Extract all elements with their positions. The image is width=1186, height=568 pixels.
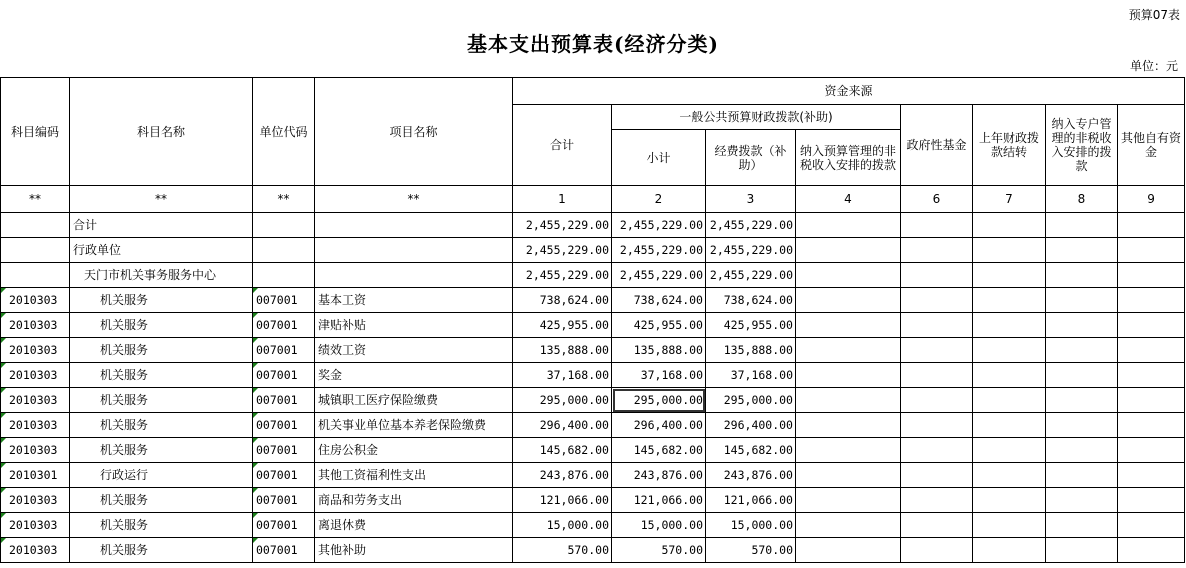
prior-year-cell[interactable]	[973, 438, 1046, 463]
table-row	[1, 213, 1185, 238]
unit-code-cell[interactable]: 007001	[253, 413, 315, 438]
table-row	[1, 338, 1185, 363]
unit-code-cell[interactable]: 007001	[253, 388, 315, 413]
total-cell[interactable]: 37,168.00	[513, 363, 612, 388]
total-cell[interactable]: 145,682.00	[513, 438, 612, 463]
gov-fund-cell[interactable]	[901, 313, 973, 338]
project-name-cell[interactable]: 机关事业单位基本养老保险缴费	[315, 413, 513, 438]
unit-code-cell[interactable]: 007001	[253, 363, 315, 388]
table-row	[1, 238, 1185, 263]
funding-cell[interactable]: 296,400.00	[706, 413, 796, 438]
gov-fund-cell[interactable]	[901, 338, 973, 363]
total-cell[interactable]: 295,000.00	[513, 388, 612, 413]
gov-fund-cell[interactable]	[901, 488, 973, 513]
total-cell[interactable]: 15,000.00	[513, 513, 612, 538]
funding-cell[interactable]: 425,955.00	[706, 313, 796, 338]
subtotal-cell[interactable]: 738,624.00	[612, 288, 706, 313]
subject-code-cell[interactable]: 2010303	[1, 338, 70, 363]
project-name-cell[interactable]: 商品和劳务支出	[315, 488, 513, 513]
column-number-cell[interactable]: **	[1, 186, 70, 213]
subject-code-cell[interactable]: 2010303	[1, 288, 70, 313]
prior-year-cell[interactable]	[973, 413, 1046, 438]
subject-name-cell[interactable]: 机关服务	[70, 288, 253, 313]
nontax-budget-cell[interactable]	[796, 313, 901, 338]
header-general-budget[interactable]: 一般公共预算财政拨款(补助)	[612, 105, 901, 130]
subject-name-cell[interactable]: 机关服务	[70, 513, 253, 538]
gov-fund-cell[interactable]	[901, 263, 973, 288]
funding-cell[interactable]: 2,455,229.00	[706, 213, 796, 238]
prior-year-cell[interactable]	[973, 463, 1046, 488]
subject-name-cell[interactable]: 机关服务	[70, 313, 253, 338]
subject-code-cell[interactable]	[1, 213, 70, 238]
nontax-budget-cell[interactable]	[796, 438, 901, 463]
header-prior-year[interactable]: 上年财政拨款结转	[973, 105, 1046, 186]
nontax-budget-cell[interactable]	[796, 513, 901, 538]
prior-year-cell[interactable]	[973, 213, 1046, 238]
subject-code-cell[interactable]: 2010301	[1, 463, 70, 488]
gov-fund-cell[interactable]	[901, 388, 973, 413]
nontax-budget-cell[interactable]	[796, 363, 901, 388]
total-cell[interactable]: 2,455,229.00	[513, 238, 612, 263]
total-cell[interactable]: 738,624.00	[513, 288, 612, 313]
prior-year-cell[interactable]	[973, 388, 1046, 413]
table-row	[1, 488, 1185, 513]
prior-year-cell[interactable]	[973, 488, 1046, 513]
header-subtotal[interactable]: 小计	[612, 130, 706, 186]
nontax-budget-cell[interactable]	[796, 238, 901, 263]
unit-code-cell[interactable]	[253, 238, 315, 263]
gov-fund-cell[interactable]	[901, 438, 973, 463]
project-name-cell[interactable]	[315, 238, 513, 263]
unit-label: 单位：元	[1129, 59, 1178, 73]
project-name-cell[interactable]: 住房公积金	[315, 438, 513, 463]
table-row	[1, 513, 1185, 538]
special-nontax-cell[interactable]	[1046, 513, 1118, 538]
subject-name-cell[interactable]: 机关服务	[70, 538, 253, 563]
gov-fund-cell[interactable]	[901, 238, 973, 263]
nontax-budget-cell[interactable]	[796, 288, 901, 313]
unit-code-cell[interactable]	[253, 213, 315, 238]
nontax-budget-cell[interactable]	[796, 413, 901, 438]
column-number-cell[interactable]: **	[70, 186, 253, 213]
nontax-budget-cell[interactable]	[796, 538, 901, 563]
header-unit-code[interactable]: 单位代码	[253, 78, 315, 186]
header-gov-fund[interactable]: 政府性基金	[901, 105, 973, 186]
project-name-cell[interactable]: 城镇职工医疗保险缴费	[315, 388, 513, 413]
unit-code-cell[interactable]: 007001	[253, 538, 315, 563]
header-special-nontax[interactable]: 纳入专户管理的非税收入安排的拨款	[1046, 105, 1118, 186]
subtotal-cell[interactable]: 37,168.00	[612, 363, 706, 388]
special-nontax-cell[interactable]	[1046, 313, 1118, 338]
table-row	[1, 313, 1185, 338]
subtotal-cell[interactable]: 2,455,229.00	[612, 238, 706, 263]
special-nontax-cell[interactable]	[1046, 338, 1118, 363]
project-name-cell[interactable]: 津贴补贴	[315, 313, 513, 338]
subtotal-cell[interactable]: 121,066.00	[612, 488, 706, 513]
prior-year-cell[interactable]	[973, 513, 1046, 538]
column-number-cell[interactable]: 6	[901, 186, 973, 213]
project-name-cell[interactable]: 奖金	[315, 363, 513, 388]
unit-code-cell[interactable]: 007001	[253, 438, 315, 463]
other-own-cell[interactable]	[1118, 238, 1185, 263]
gov-fund-cell[interactable]	[901, 413, 973, 438]
prior-year-cell[interactable]	[973, 263, 1046, 288]
subject-name-cell[interactable]: 机关服务	[70, 388, 253, 413]
total-cell[interactable]: 2,455,229.00	[513, 213, 612, 238]
other-own-cell[interactable]	[1118, 413, 1185, 438]
subtotal-cell[interactable]: 145,682.00	[612, 438, 706, 463]
form-number: 预算07表	[1128, 8, 1180, 22]
subject-name-cell[interactable]: 机关服务	[70, 338, 253, 363]
project-name-cell[interactable]: 离退休费	[315, 513, 513, 538]
subtotal-cell[interactable]: 243,876.00	[612, 463, 706, 488]
nontax-budget-cell[interactable]	[796, 388, 901, 413]
subtotal-cell[interactable]: 425,955.00	[612, 313, 706, 338]
subject-name-cell[interactable]: 机关服务	[70, 413, 253, 438]
header-other-own[interactable]: 其他自有资金	[1118, 105, 1185, 186]
table-row	[1, 413, 1185, 438]
nontax-budget-cell[interactable]	[796, 463, 901, 488]
subject-name-cell[interactable]: 机关服务	[70, 363, 253, 388]
subject-code-cell[interactable]	[1, 238, 70, 263]
unit-code-cell[interactable]: 007001	[253, 513, 315, 538]
nontax-budget-cell[interactable]	[796, 213, 901, 238]
table-row	[1, 463, 1185, 488]
subtotal-cell[interactable]: 2,455,229.00	[612, 263, 706, 288]
table-row	[1, 363, 1185, 388]
column-number-cell[interactable]: 4	[796, 186, 901, 213]
subject-name-cell[interactable]: 行政运行	[70, 463, 253, 488]
funding-cell[interactable]: 145,682.00	[706, 438, 796, 463]
column-number-cell[interactable]: 7	[973, 186, 1046, 213]
header-funding[interactable]: 经费拨款（补助）	[706, 130, 796, 186]
header-fund-source[interactable]: 资金来源	[513, 78, 1185, 105]
prior-year-cell[interactable]	[973, 363, 1046, 388]
nontax-budget-cell[interactable]	[796, 488, 901, 513]
subject-name-cell[interactable]: 机关服务	[70, 488, 253, 513]
subtotal-cell[interactable]: 296,400.00	[612, 413, 706, 438]
subject-code-cell[interactable]: 2010303	[1, 513, 70, 538]
subject-name-cell[interactable]: 机关服务	[70, 438, 253, 463]
header-subject-name[interactable]: 科目名称	[70, 78, 253, 186]
unit-code-cell[interactable]: 007001	[253, 463, 315, 488]
other-own-cell[interactable]	[1118, 463, 1185, 488]
header-nontax-budget[interactable]: 纳入预算管理的非税收入安排的拨款	[796, 130, 901, 186]
header-total[interactable]: 合计	[513, 105, 612, 186]
unit-code-cell[interactable]	[253, 263, 315, 288]
project-name-cell[interactable]: 绩效工资	[315, 338, 513, 363]
other-own-cell[interactable]	[1118, 438, 1185, 463]
table-row	[1, 438, 1185, 463]
project-name-cell[interactable]: 其他工资福利性支出	[315, 463, 513, 488]
other-own-cell[interactable]	[1118, 338, 1185, 363]
project-name-cell[interactable]	[315, 213, 513, 238]
unit-code-cell[interactable]: 007001	[253, 288, 315, 313]
page-title: 基本支出预算表(经济分类)	[467, 32, 719, 56]
subtotal-cell[interactable]: 295,000.00	[612, 388, 706, 413]
total-cell[interactable]: 425,955.00	[513, 313, 612, 338]
gov-fund-cell[interactable]	[901, 538, 973, 563]
nontax-budget-cell[interactable]	[796, 338, 901, 363]
unit-code-cell[interactable]: 007001	[253, 488, 315, 513]
special-nontax-cell[interactable]	[1046, 213, 1118, 238]
other-own-cell[interactable]	[1118, 388, 1185, 413]
subject-code-cell[interactable]	[1, 263, 70, 288]
special-nontax-cell[interactable]	[1046, 463, 1118, 488]
funding-cell[interactable]: 15,000.00	[706, 513, 796, 538]
special-nontax-cell[interactable]	[1046, 388, 1118, 413]
column-number-cell[interactable]: 1	[513, 186, 612, 213]
gov-fund-cell[interactable]	[901, 463, 973, 488]
funding-cell[interactable]: 738,624.00	[706, 288, 796, 313]
other-own-cell[interactable]	[1118, 288, 1185, 313]
header-subject-code[interactable]: 科目编码	[1, 78, 70, 186]
subtotal-cell[interactable]: 15,000.00	[612, 513, 706, 538]
table-row	[1, 263, 1185, 288]
other-own-cell[interactable]	[1118, 488, 1185, 513]
column-number-cell[interactable]: **	[253, 186, 315, 213]
subject-name-cell[interactable]: 行政单位	[70, 238, 253, 263]
nontax-budget-cell[interactable]	[796, 263, 901, 288]
column-number-cell[interactable]: 2	[612, 186, 706, 213]
funding-cell[interactable]: 121,066.00	[706, 488, 796, 513]
special-nontax-cell[interactable]	[1046, 438, 1118, 463]
gov-fund-cell[interactable]	[901, 288, 973, 313]
other-own-cell[interactable]	[1118, 263, 1185, 288]
subject-code-cell[interactable]: 2010303	[1, 313, 70, 338]
subject-code-cell[interactable]: 2010303	[1, 438, 70, 463]
total-cell[interactable]: 570.00	[513, 538, 612, 563]
special-nontax-cell[interactable]	[1046, 488, 1118, 513]
subject-code-cell[interactable]: 2010303	[1, 488, 70, 513]
table-row	[1, 388, 1185, 413]
funding-cell[interactable]: 2,455,229.00	[706, 238, 796, 263]
total-cell[interactable]: 121,066.00	[513, 488, 612, 513]
table-row	[1, 538, 1185, 563]
funding-cell[interactable]: 570.00	[706, 538, 796, 563]
gov-fund-cell[interactable]	[901, 513, 973, 538]
special-nontax-cell[interactable]	[1046, 363, 1118, 388]
gov-fund-cell[interactable]	[901, 213, 973, 238]
total-cell[interactable]: 2,455,229.00	[513, 263, 612, 288]
other-own-cell[interactable]	[1118, 313, 1185, 338]
table-row	[1, 288, 1185, 313]
budget-table	[0, 77, 1185, 563]
prior-year-cell[interactable]	[973, 238, 1046, 263]
column-number-cell[interactable]: 9	[1118, 186, 1185, 213]
other-own-cell[interactable]	[1118, 538, 1185, 563]
project-name-cell[interactable]: 基本工资	[315, 288, 513, 313]
prior-year-cell[interactable]	[973, 313, 1046, 338]
column-number-row	[1, 186, 1185, 213]
prior-year-cell[interactable]	[973, 288, 1046, 313]
total-cell[interactable]: 296,400.00	[513, 413, 612, 438]
special-nontax-cell[interactable]	[1046, 538, 1118, 563]
column-number-cell[interactable]: 3	[706, 186, 796, 213]
funding-cell[interactable]: 295,000.00	[706, 388, 796, 413]
other-own-cell[interactable]	[1118, 363, 1185, 388]
unit-code-cell[interactable]: 007001	[253, 338, 315, 363]
total-cell[interactable]: 243,876.00	[513, 463, 612, 488]
special-nontax-cell[interactable]	[1046, 288, 1118, 313]
other-own-cell[interactable]	[1118, 213, 1185, 238]
subject-name-cell[interactable]: 天门市机关事务服务中心	[70, 263, 253, 288]
column-number-cell[interactable]: **	[315, 186, 513, 213]
funding-cell[interactable]: 135,888.00	[706, 338, 796, 363]
funding-cell[interactable]: 37,168.00	[706, 363, 796, 388]
subject-code-cell[interactable]: 2010303	[1, 413, 70, 438]
funding-cell[interactable]: 243,876.00	[706, 463, 796, 488]
special-nontax-cell[interactable]	[1046, 413, 1118, 438]
subtotal-cell[interactable]: 135,888.00	[612, 338, 706, 363]
column-number-cell[interactable]: 8	[1046, 186, 1118, 213]
subject-code-cell[interactable]: 2010303	[1, 538, 70, 563]
header-project-name[interactable]: 项目名称	[315, 78, 513, 186]
other-own-cell[interactable]	[1118, 513, 1185, 538]
project-name-cell[interactable]: 其他补助	[315, 538, 513, 563]
project-name-cell[interactable]	[315, 263, 513, 288]
subtotal-cell[interactable]: 2,455,229.00	[612, 213, 706, 238]
subtotal-cell[interactable]: 570.00	[612, 538, 706, 563]
prior-year-cell[interactable]	[973, 338, 1046, 363]
prior-year-cell[interactable]	[973, 538, 1046, 563]
subject-name-cell[interactable]: 合计	[70, 213, 253, 238]
special-nontax-cell[interactable]	[1046, 263, 1118, 288]
funding-cell[interactable]: 2,455,229.00	[706, 263, 796, 288]
subject-code-cell[interactable]: 2010303	[1, 388, 70, 413]
special-nontax-cell[interactable]	[1046, 238, 1118, 263]
gov-fund-cell[interactable]	[901, 363, 973, 388]
total-cell[interactable]: 135,888.00	[513, 338, 612, 363]
unit-code-cell[interactable]: 007001	[253, 313, 315, 338]
subject-code-cell[interactable]: 2010303	[1, 363, 70, 388]
